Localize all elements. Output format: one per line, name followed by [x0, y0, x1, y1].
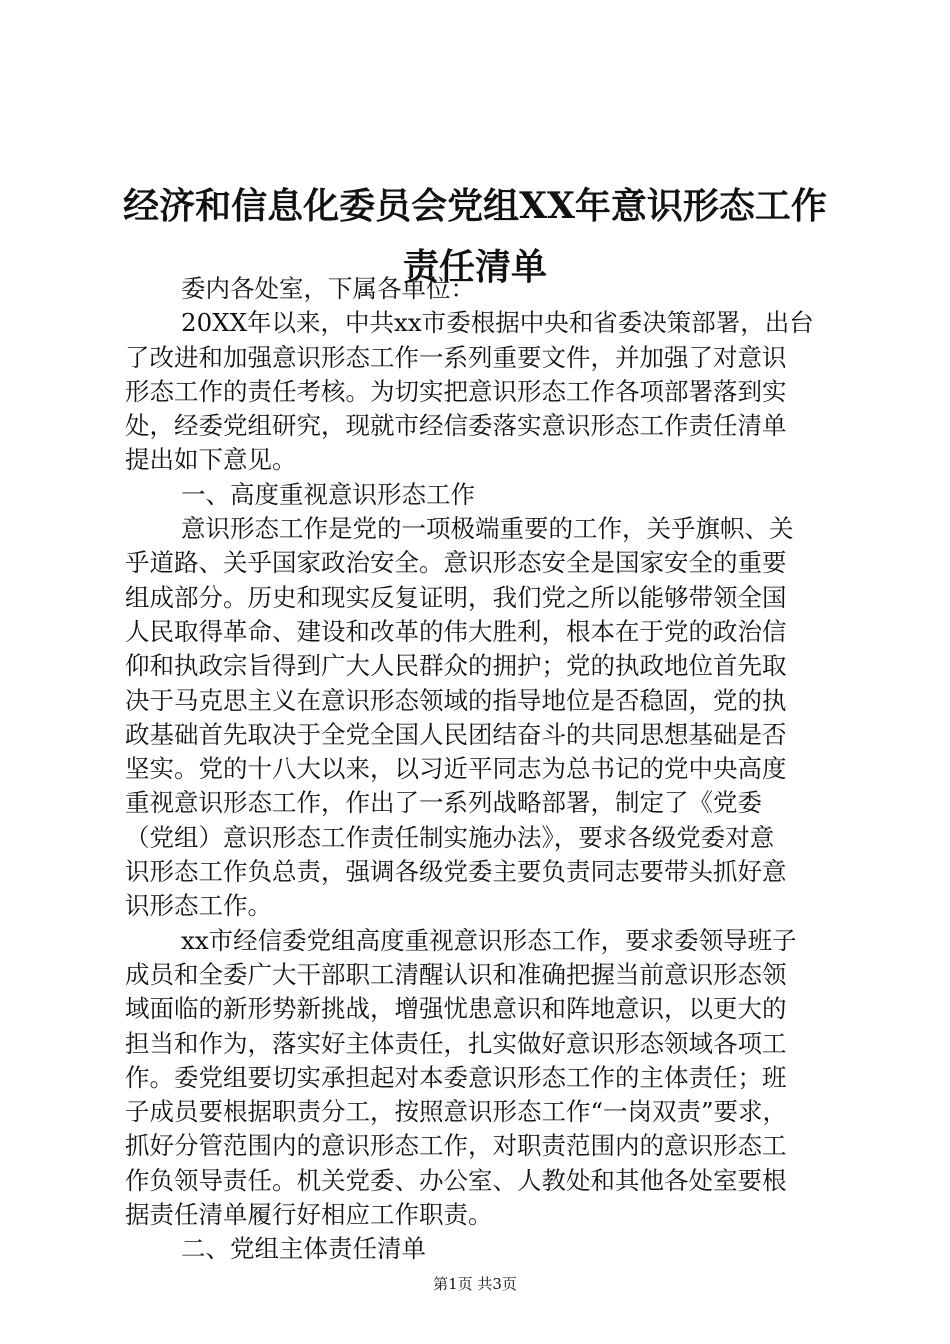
text-line: 了改进和加强意识形态工作一系列重要文件，并加强了对意识: [125, 342, 787, 372]
text-line: 处，经委党组研究，现就市经信委落实意识形态工作责任清单: [125, 411, 787, 441]
text-line: （党组）意识形态工作责任制实施办法》，要求各级党委对意: [125, 822, 775, 852]
document-title-line-1: 经济和信息化委员会党组XX年意识形态工作: [123, 185, 827, 227]
text-line: 作负领导责任。机关党委、办公室、人教处和其他各处室要根: [125, 1165, 787, 1195]
document-body: [125, 272, 837, 1267]
text-line: 坚实。党的十八大以来，以习近平同志为总书记的党中央高度: [125, 754, 787, 784]
text-line: 抓好分管范围内的意识形态工作，对职责范围内的意识形态工: [125, 1131, 787, 1161]
text-line: 识形态工作负总责，强调各级党委主要负责同志要带头抓好意: [125, 857, 787, 887]
text-line: 组成部分。历史和现实反复证明，我们党之所以能够带领全国: [125, 582, 787, 612]
text-line: 识形态工作。: [125, 891, 272, 921]
text-line: 20XX年以来，中共xx市委根据中央和省委决策部署，出台: [181, 308, 814, 338]
text-line: 意识形态工作是党的一项极端重要的工作，关乎旗帜、关: [181, 514, 794, 544]
text-line: 人民取得革命、建设和改革的伟大胜利，根本在于党的政治信: [125, 616, 787, 646]
text-line: 提出如下意见。: [125, 445, 297, 475]
text-line: xx市经信委党组高度重视意识形态工作，要求委领导班子: [181, 925, 797, 955]
document-title-line-2: 责任清单: [402, 246, 547, 288]
text-line: 决于马克思主义在意识形态领域的指导地位是否稳固，党的执: [125, 685, 787, 715]
text-line: 作。委党组要切实承担起对本委意识形态工作的主体责任；班: [125, 1062, 787, 1092]
text-line: 二、党组主体责任清单: [181, 1234, 426, 1264]
text-line: 子成员要根据职责分工，按照意识形态工作“一岗双责”要求，: [125, 1097, 788, 1127]
text-line: 据责任清单履行好相应工作职责。: [125, 1200, 493, 1230]
text-line: 乎道路、关乎国家政治安全。意识形态安全是国家安全的重要: [125, 548, 787, 578]
text-line: 一、高度重视意识形态工作: [181, 479, 475, 509]
text-line: 形态工作的责任考核。为切实把意识形态工作各项部署落到实: [125, 376, 787, 406]
page-footer: 第1页 共3页: [433, 1275, 517, 1293]
text-line: 担当和作为，落实好主体责任，扎实做好意识形态领域各项工: [125, 1028, 787, 1058]
text-line: 域面临的新形势新挑战，增强忧患意识和阵地意识，以更大的: [125, 994, 787, 1024]
text-line: 重视意识形态工作，作出了一系列战略部署，制定了《党委: [125, 788, 762, 818]
text-line: 委内各处室，下属各单位：: [181, 274, 475, 303]
text-line: 仰和执政宗旨得到广大人民群众的拥护；党的执政地位首先取: [125, 651, 787, 681]
text-line: 政基础首先取决于全党全国人民团结奋斗的共同思想基础是否: [125, 719, 787, 749]
text-line: 成员和全委广大干部职工清醒认识和准确把握当前意识形态领: [125, 959, 787, 989]
